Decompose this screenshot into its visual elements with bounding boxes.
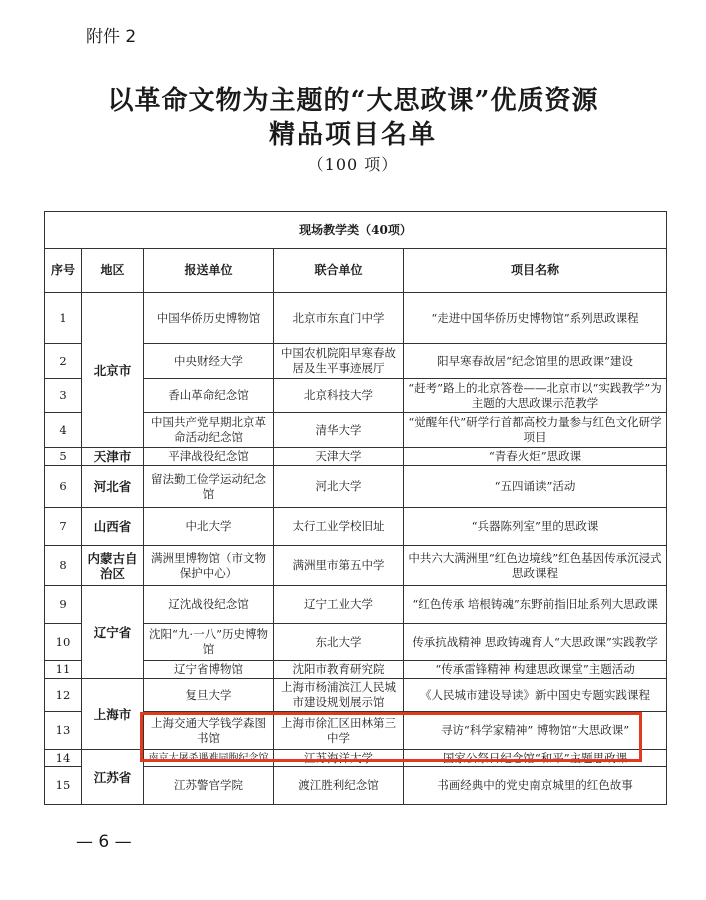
joint-unit: 中国农机院阳早寒春故居及生平事迹展厅 (274, 344, 404, 379)
joint-unit: 河北大学 (274, 466, 404, 508)
row-number: 5 (45, 448, 82, 466)
row-number: 7 (45, 508, 82, 546)
project-name: 国家公祭日纪念馆“和平”主题思政课 (404, 750, 667, 767)
row-number: 13 (45, 712, 82, 750)
row-number: 12 (45, 679, 82, 712)
region-cell: 北京市 (82, 293, 144, 448)
table-row (45, 508, 667, 546)
table-row (45, 466, 667, 508)
table-row (45, 586, 667, 624)
row-number: 3 (45, 379, 82, 413)
reporting-unit: 辽沈战役纪念馆 (144, 586, 274, 624)
reporting-unit: 沈阳“九·一八”历史博物馆 (144, 624, 274, 661)
joint-unit: 天津大学 (274, 448, 404, 466)
row-number: 2 (45, 344, 82, 379)
project-name: 阳早寒春故居“纪念馆里的思政课”建设 (404, 344, 667, 379)
project-name: “五四诵读”活动 (404, 466, 667, 508)
joint-unit: 北京市东直门中学 (274, 293, 404, 344)
column-header-no: 序号 (45, 249, 82, 293)
reporting-unit: 香山革命纪念馆 (144, 379, 274, 413)
reporting-unit: 平津战役纪念馆 (144, 448, 274, 466)
reporting-unit: 上海交通大学钱学森图书馆 (144, 712, 274, 750)
row-number: 9 (45, 586, 82, 624)
reporting-unit: 南京大屠杀遇难同胞纪念馆 (144, 750, 274, 767)
joint-unit: 东北大学 (274, 624, 404, 661)
table-row (45, 448, 667, 466)
row-number: 15 (45, 767, 82, 805)
project-name: 书画经典中的党史南京城里的红色故事 (404, 767, 667, 805)
region-cell: 河北省 (82, 466, 144, 508)
project-name: “觉醒年代”研学行首都高校力量参与红色文化研学项目 (404, 413, 667, 448)
joint-unit: 江苏海洋大学 (274, 750, 404, 767)
joint-unit: 渡江胜利纪念馆 (274, 767, 404, 805)
column-header-region: 地区 (82, 249, 144, 293)
reporting-unit: 中央财经大学 (144, 344, 274, 379)
region-cell: 山西省 (82, 508, 144, 546)
column-header-project: 项目名称 (404, 249, 667, 293)
project-name: “青春火炬”思政课 (404, 448, 667, 466)
page-number: — 6 — (76, 832, 132, 852)
region-cell: 上海市 (82, 679, 144, 750)
project-name: “赶考”路上的北京答卷——北京市以“实践教学”为主题的大思政课示范教学 (404, 379, 667, 413)
row-number: 1 (45, 293, 82, 344)
title-line-2: 精品项目名单 (268, 120, 437, 150)
reporting-unit: 中北大学 (144, 508, 274, 546)
joint-unit: 辽宁工业大学 (274, 586, 404, 624)
project-name: “传承雷锋精神 构建思政课堂”主题活动 (404, 661, 667, 679)
joint-unit: 满洲里市第五中学 (274, 546, 404, 586)
project-name: “兵器陈列室”里的思政课 (404, 508, 667, 546)
row-number: 10 (45, 624, 82, 661)
region-cell: 江苏省 (82, 750, 144, 805)
project-name: 传承抗战精神 思政铸魂育人“大思政课”实践教学 (404, 624, 667, 661)
reporting-unit: 留法勤工俭学运动纪念馆 (144, 466, 274, 508)
joint-unit: 上海市徐汇区田林第三中学 (274, 712, 404, 750)
region-cell: 天津市 (82, 448, 144, 466)
reporting-unit: 中国华侨历史博物馆 (144, 293, 274, 344)
joint-unit: 北京科技大学 (274, 379, 404, 413)
highlight-box (140, 712, 642, 762)
project-name: 寻访“科学家精神” 博物馆“大思政课” (404, 712, 667, 750)
row-number: 6 (45, 466, 82, 508)
row-number: 4 (45, 413, 82, 448)
project-name: “走进中国华侨历史博物馆”系列思政课程 (404, 293, 667, 344)
attachment-label: 附件 2 (86, 27, 137, 47)
table-row (45, 293, 667, 344)
row-number: 11 (45, 661, 82, 679)
region-cell: 内蒙古自治区 (82, 546, 144, 586)
project-name: 中共六大满洲里“红色边境线”红色基因传承沉浸式思政课程 (404, 546, 667, 586)
project-name: 《人民城市建设导读》新中国史专题实践课程 (404, 679, 667, 712)
project-name: “红色传承 培根铸魂”东野前指旧址系列大思政课 (404, 586, 667, 624)
item-count: （100 项） (307, 155, 399, 174)
reporting-unit: 中国共产党早期北京革命活动纪念馆 (144, 413, 274, 448)
reporting-unit: 满洲里博物馆（市文物保护中心） (144, 546, 274, 586)
joint-unit: 沈阳市教育研究院 (274, 661, 404, 679)
column-header-unit: 报送单位 (144, 249, 274, 293)
reporting-unit: 辽宁省博物馆 (144, 661, 274, 679)
joint-unit: 清华大学 (274, 413, 404, 448)
row-number: 14 (45, 750, 82, 767)
joint-unit: 太行工业学校旧址 (274, 508, 404, 546)
row-number: 8 (45, 546, 82, 586)
title-line-1: 以革命文物为主题的“大思政课”优质资源 (107, 86, 599, 116)
table-row (45, 546, 667, 586)
joint-unit: 上海市杨浦滨江人民城市建设规划展示馆 (274, 679, 404, 712)
reporting-unit: 复旦大学 (144, 679, 274, 712)
table-row (45, 679, 667, 712)
reporting-unit: 江苏警官学院 (144, 767, 274, 805)
category-heading: 现场教学类（40项） (45, 212, 667, 249)
region-cell: 辽宁省 (82, 586, 144, 679)
column-header-joint: 联合单位 (274, 249, 404, 293)
